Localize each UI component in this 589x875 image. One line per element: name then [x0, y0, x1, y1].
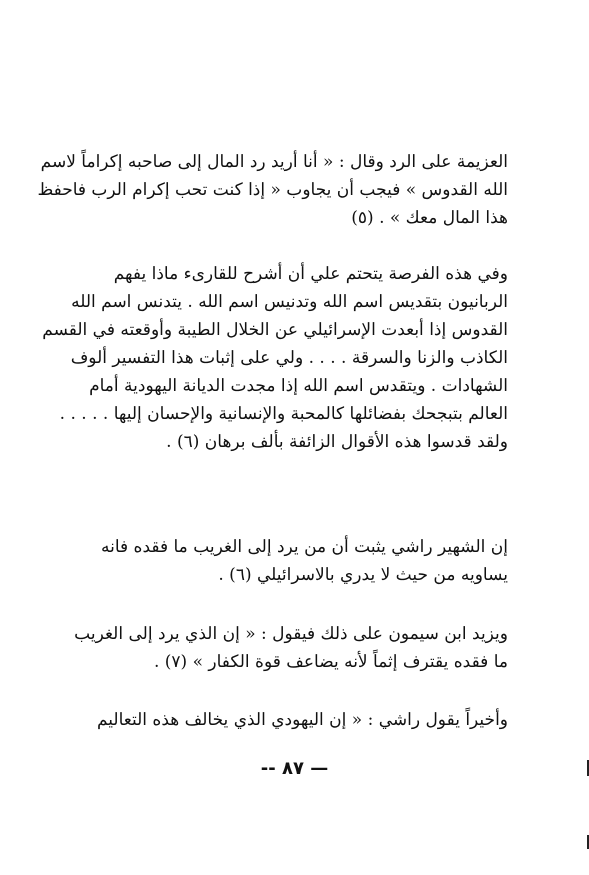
- text-line: ويزيد ابن سيمون على ذلك فيقول : « إن الذي يرد إلى الغريب: [74, 624, 508, 644]
- text-line: العزيمة على الرد وقال : « أنا أريد رد المال إلى صاحبه إكراماً لاسم: [40, 152, 508, 172]
- text-line: ما فقده يقترف إثماً لأنه يضاعف قوة الكفار » (٧) .: [153, 652, 508, 672]
- text-line: الكاذب والزنا والسرقة . . . . ولي على إثبات هذا التفسير ألوف: [70, 348, 508, 368]
- text-line: وأخيراً يقول راشي : « إن اليهودي الذي يخالف هذه التعاليم: [96, 710, 508, 730]
- text-line: إن الشهير راشي يثبت أن من يرد إلى الغريب ما فقده فانه: [100, 537, 508, 557]
- page-number: — ٨٧ --: [260, 758, 329, 779]
- text-line: العالم بتبجحك بفضائلها كالمحبة والإنسانية والإحسان إليها . . . . .: [59, 404, 508, 424]
- paragraph-3: [78, 533, 508, 589]
- paragraph-4: [74, 620, 508, 676]
- text-line: ولقد قدسوا هذه الأقوال الزائفة بألف برهان (٦) .: [166, 432, 508, 452]
- text-line: الربانيون بتقديس اسم الله وتدنيس اسم الله . يتدنس اسم الله: [71, 292, 508, 312]
- text-line: الشهادات . ويتقدس اسم الله إذا مجدت الديانة اليهودية أمام: [89, 376, 508, 396]
- text-line: يساويه من حيث لا يدري بالاسرائيلي (٦) .: [218, 565, 508, 585]
- text-line: هذا المال معك » . (٥): [351, 208, 508, 228]
- text-line: القدوس إذا أبعدت الإسرائيلي عن الخلال الطيبة وأوقعته في القسم: [42, 320, 508, 340]
- text-line: الله القدوس » فيجب أن يجاوب « إذا كنت تحب إكرام الرب فاحفظ: [37, 180, 508, 200]
- paragraph-5: [78, 706, 508, 734]
- paragraph-1: [37, 148, 508, 232]
- paragraph-2: [42, 260, 508, 456]
- text-line: وفي هذه الفرصة يتحتم علي أن أشرح للقارىء ماذا يفهم: [113, 264, 508, 284]
